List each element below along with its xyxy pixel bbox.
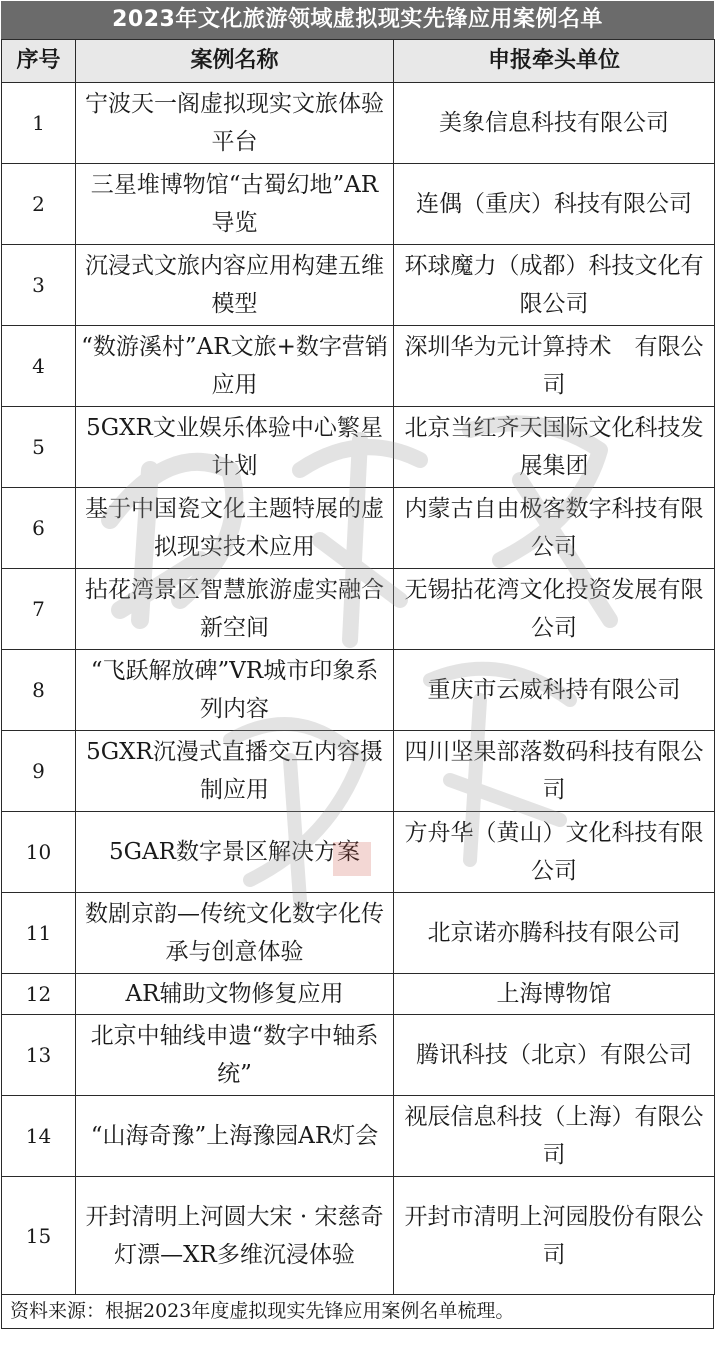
case-name: 北京中轴线申遗“数字中轴系统”: [76, 1015, 394, 1096]
header-case-name: 案例名称: [76, 40, 394, 83]
table-row: [2, 650, 715, 731]
table-row: [2, 488, 715, 569]
row-number: 7: [2, 569, 76, 650]
case-name: 5GXR沉漫式直播交互内容摄制应用: [76, 731, 394, 812]
case-name: “飞跃解放碑”VR城市印象系列内容: [76, 650, 394, 731]
applicant-unit: 美象信息科技有限公司: [394, 83, 715, 164]
applicant-unit: 北京当红齐天国际文化科技发展集团: [394, 407, 715, 488]
row-number: 4: [2, 326, 76, 407]
case-list-table: [1, 39, 715, 1295]
table-row: [2, 245, 715, 326]
row-number: 2: [2, 164, 76, 245]
row-number: 12: [2, 974, 76, 1015]
table-row: [2, 326, 715, 407]
table-row: [2, 164, 715, 245]
table-row: [2, 407, 715, 488]
row-number: 1: [2, 83, 76, 164]
row-number: 13: [2, 1015, 76, 1096]
row-number: 9: [2, 731, 76, 812]
table-row: [2, 812, 715, 893]
document: [1, 1, 714, 1329]
applicant-unit: 内蒙古自由极客数字科技有限公司: [394, 488, 715, 569]
case-name: AR辅助文物修复应用: [76, 974, 394, 1015]
table-row: [2, 974, 715, 1015]
row-number: 3: [2, 245, 76, 326]
table-row: [2, 83, 715, 164]
table-row: [2, 731, 715, 812]
applicant-unit: 视辰信息科技（上海）有限公司: [394, 1096, 715, 1177]
row-number: 11: [2, 893, 76, 974]
applicant-unit: 无锡拈花湾文化投资发展有限公司: [394, 569, 715, 650]
table-title: 2023年文化旅游领域虚拟现实先锋应用案例名单: [1, 1, 714, 39]
table-row: [2, 1096, 715, 1177]
applicant-unit: 四川坚果部落数码科技有限公司: [394, 731, 715, 812]
applicant-unit: 开封市清明上河园股份有限公司: [394, 1177, 715, 1295]
table-row: [2, 1015, 715, 1096]
applicant-unit: 深圳华为元计算持术 有限公司: [394, 326, 715, 407]
row-number: 8: [2, 650, 76, 731]
applicant-unit: 北京诺亦腾科技有限公司: [394, 893, 715, 974]
row-number: 6: [2, 488, 76, 569]
table-row: [2, 1177, 715, 1295]
row-number: 10: [2, 812, 76, 893]
row-number: 15: [2, 1177, 76, 1295]
source-note: 资料来源：根据2023年度虚拟现实先锋应用案例名单梳理。: [1, 1295, 714, 1329]
row-number: 14: [2, 1096, 76, 1177]
case-name: 基于中国瓷文化主题特展的虚拟现实技术应用: [76, 488, 394, 569]
case-name: 5GXR文业娱乐体验中心繁星计划: [76, 407, 394, 488]
applicant-unit: 连偶（重庆）科技有限公司: [394, 164, 715, 245]
header-index: 序号: [2, 40, 76, 83]
applicant-unit: 腾讯科技（北京）有限公司: [394, 1015, 715, 1096]
table-row: [2, 569, 715, 650]
case-name: “山海奇豫”上海豫园AR灯会: [76, 1096, 394, 1177]
case-name: 三星堆博物馆“古蜀幻地”AR导览: [76, 164, 394, 245]
case-name: 数剧京韵—传统文化数字化传承与创意体验: [76, 893, 394, 974]
header-applicant: 申报牵头单位: [394, 40, 715, 83]
case-name: 开封清明上河圆大宋 · 宋慈奇灯漂—XR多维沉浸体验: [76, 1177, 394, 1295]
case-name: 拈花湾景区智慧旅游虚实融合新空间: [76, 569, 394, 650]
applicant-unit: 方舟华（黄山）文化科技有限公司: [394, 812, 715, 893]
table-row: [2, 893, 715, 974]
applicant-unit: 重庆市云威科持有限公司: [394, 650, 715, 731]
applicant-unit: 上海博物馆: [394, 974, 715, 1015]
applicant-unit: 环球魔力（成都）科技文化有限公司: [394, 245, 715, 326]
case-name: “数游溪村”AR文旅+数字营销应用: [76, 326, 394, 407]
case-name: 宁波天一阁虚拟现实文旅体验平台: [76, 83, 394, 164]
row-number: 5: [2, 407, 76, 488]
case-name: 5GAR数字景区解决方案: [76, 812, 394, 893]
case-name: 沉浸式文旅内容应用构建五维模型: [76, 245, 394, 326]
header-row: [2, 40, 715, 83]
